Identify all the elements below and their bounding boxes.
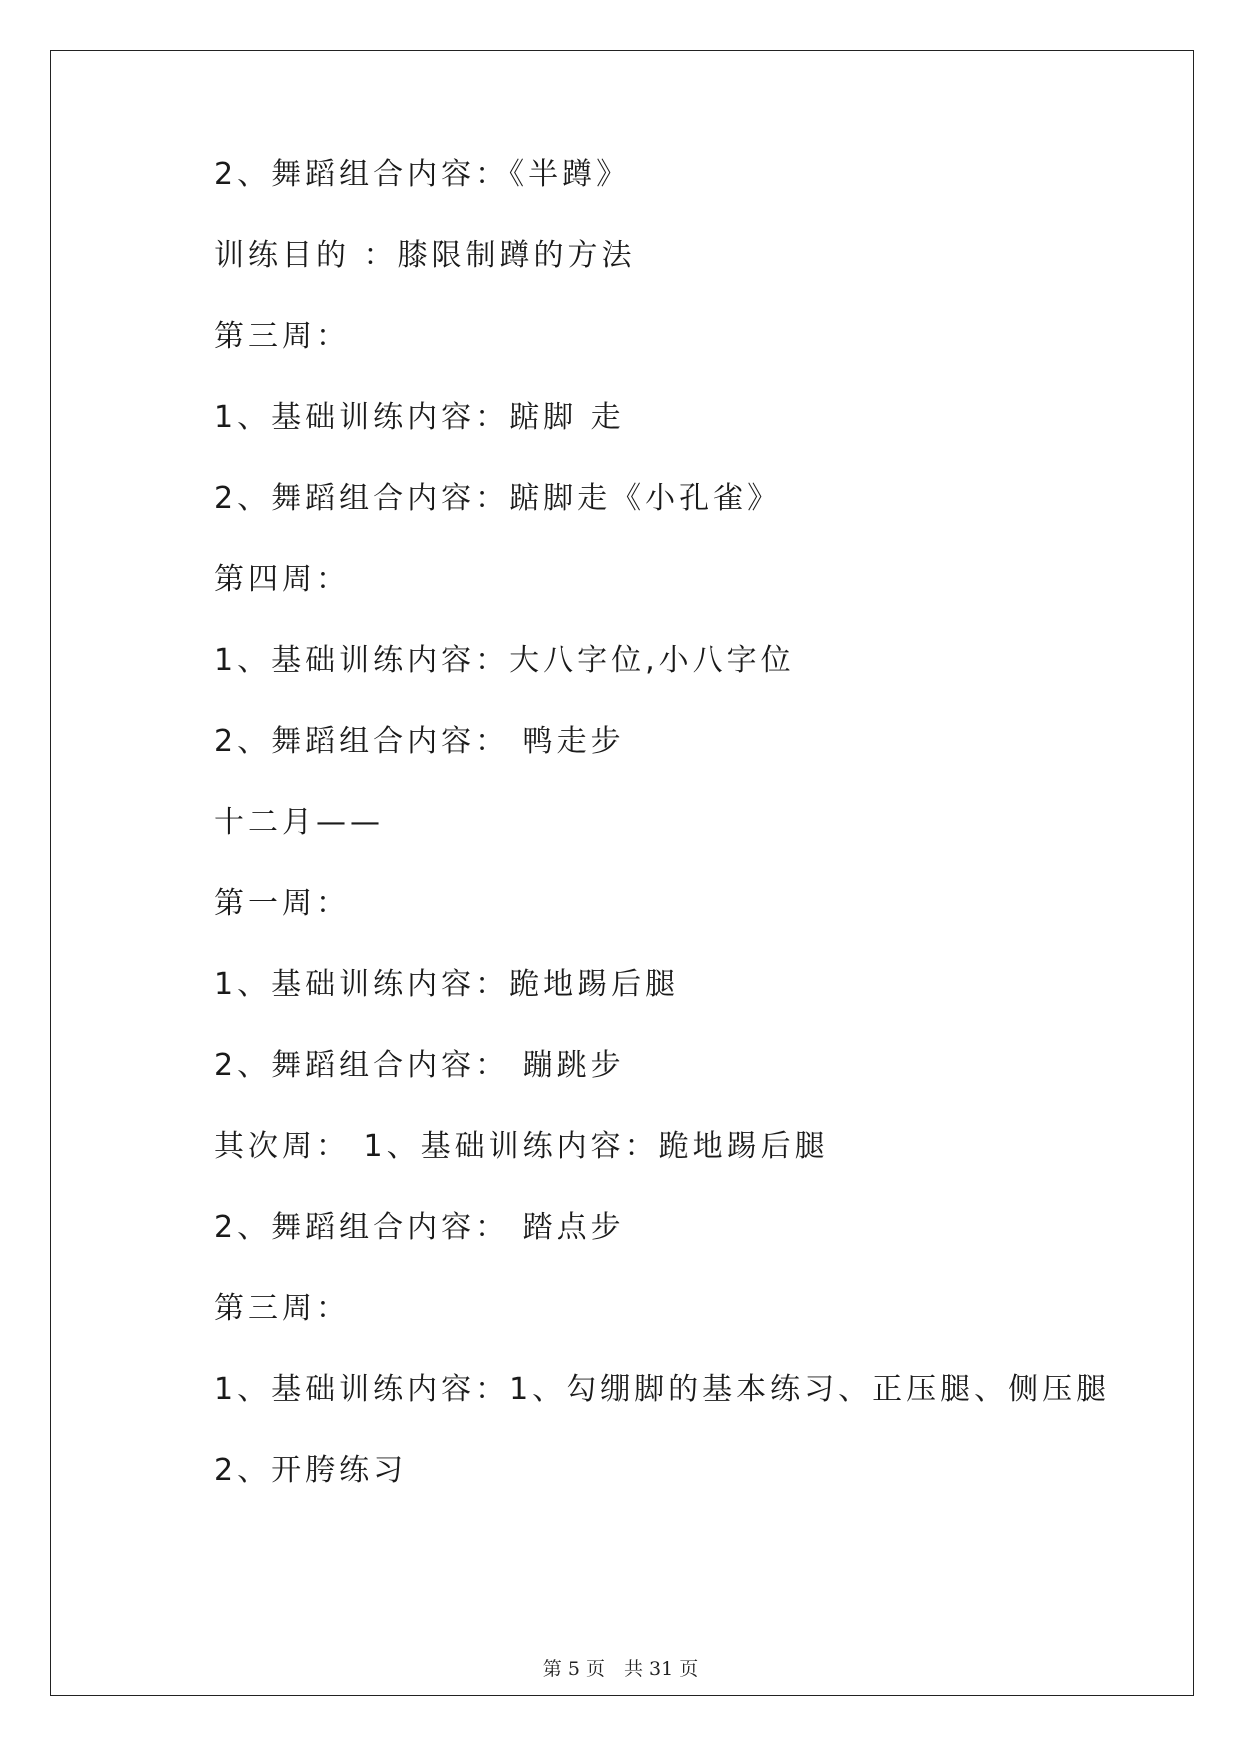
- text-line: 第一周：: [214, 886, 350, 921]
- text-line: 2、舞蹈组合内容： 鸭走步: [214, 724, 625, 759]
- text-line: 其次周： 1、基础训练内容：跪地踢后腿: [214, 1129, 829, 1164]
- text-line: 训练目的 ：膝限制蹲的方法: [214, 238, 636, 273]
- text-line: 第三周：: [214, 1291, 350, 1326]
- text-line: 2、舞蹈组合内容：《半蹲》: [214, 157, 631, 192]
- text-line: 十二月——: [214, 805, 384, 840]
- text-line: 2、舞蹈组合内容： 踏点步: [214, 1210, 625, 1245]
- text-line: 1、基础训练内容：1、勾绷脚的基本练习、正压腿、侧压腿: [214, 1372, 1111, 1407]
- text-line: 2、舞蹈组合内容： 蹦跳步: [214, 1048, 625, 1083]
- text-line: 2、开胯练习: [214, 1453, 408, 1488]
- text-line: 2、舞蹈组合内容：踮脚走《小孔雀》: [214, 481, 782, 516]
- page-border: [50, 50, 1194, 1696]
- page-number-footer: 第 5 页 共 31 页: [542, 1658, 699, 1680]
- text-line: 1、基础训练内容：踮脚 走: [214, 400, 625, 435]
- text-line: 第三周：: [214, 319, 350, 354]
- text-line: 1、基础训练内容：跪地踢后腿: [214, 967, 680, 1002]
- text-line: 第四周：: [214, 562, 350, 597]
- text-line: 1、基础训练内容：大八字位,小八字位: [214, 643, 795, 678]
